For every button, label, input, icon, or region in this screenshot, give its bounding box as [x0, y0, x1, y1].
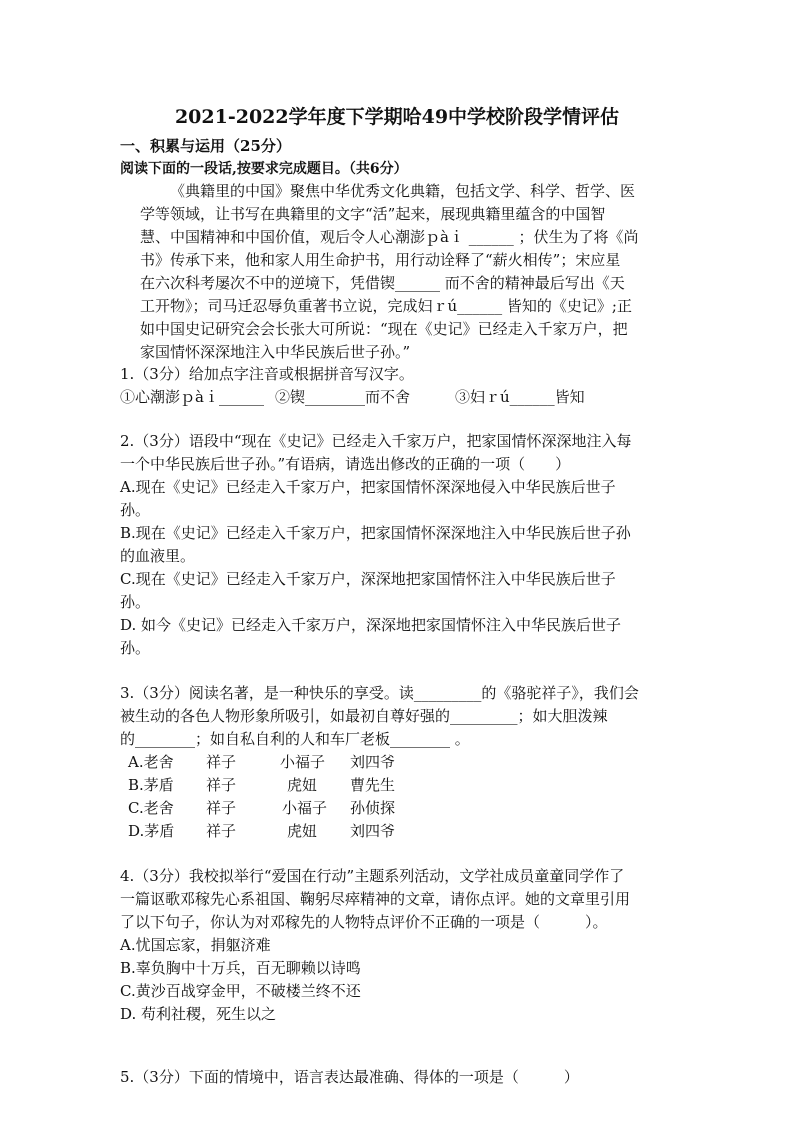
passage-line: 在六次科考屡次不中的逆境下，凭借锲______ 而不舍的精神最后写出《天 [140, 274, 625, 292]
question-3-option-name: 虎妞 [287, 776, 318, 794]
question-2-line: 一个中华民族后世子孙。”有语病，请选出修改的正确的一项（ ） [120, 455, 571, 473]
reading-instruction: 阅读下面的一段话,按要求完成题目。（共6分） [120, 161, 408, 177]
section-heading: 一、积累与运用（25分） [120, 137, 291, 155]
question-3-option-author: C.老舍 [128, 799, 174, 817]
question-3-option-name: 刘四爷 [350, 822, 396, 840]
page-title: 2021-2022学年度下学期哈49中学校阶段学情评估 [174, 106, 620, 128]
question-2-option: B.现在《史记》已经走入千家万户，把家国情怀深深地注入中华民族后世子孙 [120, 524, 631, 542]
passage-line: 书》传承下来，他和家人用生命护书，用行动诠释了“薪火相传”；宋应星 [140, 251, 621, 269]
question-3-line: 3.（3分）阅读名著，是一种快乐的享受。读_________的《骆驼祥子》，我们会 [120, 684, 639, 702]
passage-line: 家国情怀深深地注入中华民族后世子孙。” [140, 343, 411, 361]
question-2-option: C.现在《史记》已经走入千家万户，深深地把家国情怀注入中华民族后世子 [120, 570, 616, 588]
question-1-part: ②锲________而不舍 [275, 388, 411, 406]
question-1-part: ③妇ｒú______皆知 [455, 388, 585, 406]
question-2-option: 的血液里。 [120, 547, 196, 565]
question-3-option-author: D.茅盾 [128, 822, 175, 840]
passage-line: 慧、中国精神和中国价值，观后令人心潮澎ｐàｉ ______ ；伏生为了将《尚 [140, 228, 639, 246]
question-3-line: 的________；如自私自利的人和车厂老板________ 。 [120, 730, 470, 748]
question-2-option: 孙。 [120, 593, 151, 611]
question-1-stem: 1.（3分）给加点字注音或根据拼音写汉字。 [120, 365, 414, 383]
question-4-line: 4.（3分）我校拟举行“爱国在行动”主题系列活动，文学社成员童童同学作了 [120, 867, 625, 885]
question-4-line: 一篇讴歌邓稼先心系祖国、鞠躬尽瘁精神的文章，请你点评。她的文章里引用 [120, 890, 631, 908]
question-4-option: C.黄沙百战穿金甲，不破楼兰终不还 [120, 982, 361, 1000]
question-2-line: 2.（3分）语段中“现在《史记》已经走入千家万户，把家国情怀深深地注入每 [120, 432, 632, 450]
question-5-stem: 5.（3分）下面的情境中，语言表达最准确、得体的一项是（ ） [120, 1068, 579, 1086]
question-3-option-name: 小福子 [280, 753, 326, 771]
question-3-option-name: 祥子 [206, 753, 237, 771]
passage-line: 《典籍里的中国》聚焦中华优秀文化典籍，包括文学、科学、哲学、医 [170, 182, 636, 200]
question-4-option: B.辜负胸中十万兵，百无聊赖以诗鸣 [120, 959, 361, 977]
question-4-option: A.忧国忘家，捐躯济难 [120, 936, 271, 954]
passage-line: 工开物》；司马迁忍辱负重著书立说，完成妇ｒú______ 皆知的《史记》;正 [140, 297, 632, 315]
question-4-line: 了以下句子，你认为对邓稼先的人物特点评价不正确的一项是（ ）。 [120, 913, 608, 931]
question-3-option-name: 孙侦探 [350, 799, 396, 817]
question-4-option: D. 苟利社稷，死生以之 [120, 1005, 277, 1023]
question-2-option: 孙。 [120, 501, 151, 519]
question-3-option-name: 祥子 [206, 776, 237, 794]
passage-line: 如中国史记研究会会长张大可所说：“现在《史记》已经走入千家万户，把 [140, 320, 628, 338]
question-3-option-name: 刘四爷 [350, 753, 396, 771]
question-3-line: 被生动的各色人物形象所吸引，如最初自尊好强的_________；如大胆泼辣 [120, 707, 608, 725]
question-3-option-author: B.茅盾 [128, 776, 174, 794]
question-2-option: D. 如今《史记》已经走入千家万户，深深地把家国情怀注入中华民族后世子 [120, 616, 622, 634]
question-3-option-name: 小福子 [282, 799, 328, 817]
question-3-option-name: 曹先生 [350, 776, 396, 794]
question-3-option-name: 祥子 [206, 799, 237, 817]
question-2-option: A.现在《史记》已经走入千家万户，把家国情怀深深地侵入中华民族后世子 [120, 478, 616, 496]
question-1-part: ①心潮澎ｐàｉ______ [120, 388, 264, 406]
question-3-option-name: 祥子 [206, 822, 237, 840]
passage-line: 学等领域，让书写在典籍里的文字“活”起来，展现典籍里蕴含的中国智 [140, 205, 606, 223]
question-2-option: 孙。 [120, 639, 151, 657]
question-3-option-name: 虎妞 [287, 822, 318, 840]
question-3-option-author: A.老舍 [128, 753, 174, 771]
